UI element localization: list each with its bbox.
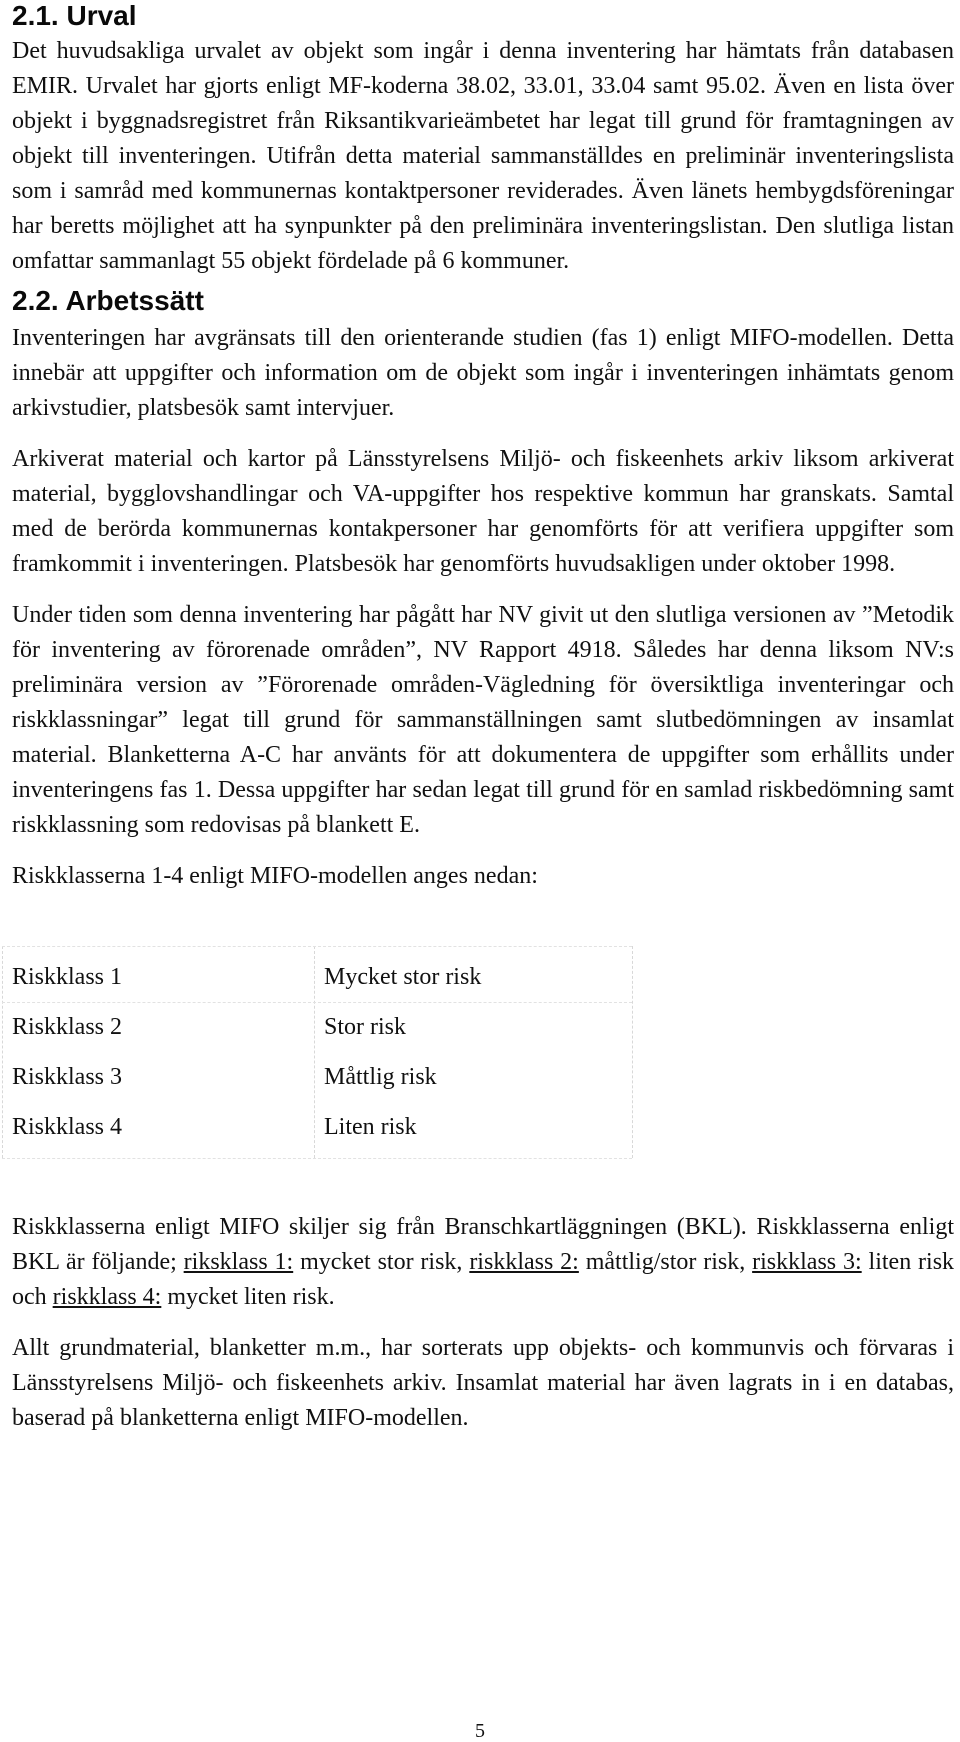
bkl-class-1-label: riksklass 1: <box>183 1249 294 1275</box>
table-row <box>12 1102 712 1152</box>
paragraph-riskklasser-intro: Riskklasserna 1-4 enligt MIFO-modellen anges nedan: <box>12 863 538 889</box>
risk-class-label: Riskklass 1 <box>12 964 123 990</box>
table-border-top <box>2 946 632 947</box>
table-row <box>12 1002 712 1052</box>
risk-class-label: Riskklass 2 <box>12 1014 123 1040</box>
document-page <box>12 0 954 1436</box>
bkl-class-4-label: riskklass 4: <box>52 1284 162 1310</box>
risk-class-description: Stor risk <box>324 1014 407 1040</box>
paragraph-arbetssatt-3: Under tiden som denna inventering har pågått har NV givit ut den slutliga versionen av ”Metodik för inventering av förorenade områden”, NV Rapport 4918. Således har denna liksom NV:s preliminära version av ”Förorenade områden-Vägledning för översiktliga inventeringar och riskklassningar” legat till grund för sammanställningen samt slutbedömningen av insamlat material. Blanketterna A-C har använts för att dokumentera de uppgifter som erhållits under inventeringens fas 1. Dessa uppgifter har sedan legat till grund för en samlad riskbedömning samt riskklassning som redovisas på blankett E. <box>12 602 954 838</box>
paragraph-arbetssatt-1: Inventeringen har avgränsats till den orienterande studien (fas 1) enligt MIFO-modellen. Detta innebär att uppgifter och information om de objekt som ingår i inventeringen inhämtats genom arkivstudier, platsbesök samt intervjuer. <box>12 325 954 421</box>
heading-arbetssatt: 2.2. Arbetssätt <box>12 285 204 316</box>
paragraph-bkl <box>12 1210 954 1315</box>
bkl-intro: Riskklasserna enligt MIFO skiljer sig från Branschkartläggningen (BKL). Riskklasserna enligt BKL är följande; <box>12 1214 954 1275</box>
bkl-class-1-text: mycket stor risk, <box>293 1249 470 1275</box>
bkl-class-3-text: liten risk och <box>12 1249 955 1310</box>
paragraph-urval: Det huvudsakliga urvalet av objekt som ingår i denna inventering har hämtats från databasen EMIR. Urvalet har gjorts enligt MF-koderna 38.02, 33.01, 33.04 samt 95.02. Även en lista över objekt i byggnadsregistret från Riksantikvarieämbetet har legat till grund för framtagningen av objekt till inventeringen. Utifrån detta material sammanställdes en preliminär inventeringslista som i samråd med kommunernas kontaktpersoner reviderades. Även länets hembygdsföreningar har beretts möjlighet att ha synpunkter på den preliminära inventeringslistan. Den slutliga listan omfattar sammanlagt 55 objekt fördelade på 6 kommuner. <box>12 38 954 274</box>
risk-class-description: Liten risk <box>324 1114 417 1140</box>
bkl-class-2-text: måttlig/stor risk, <box>578 1249 753 1275</box>
risk-class-description: Mycket stor risk <box>324 964 482 990</box>
risk-class-description: Måttlig risk <box>324 1064 437 1090</box>
table-row <box>12 1052 712 1102</box>
bkl-class-3-label: riskklass 3: <box>752 1249 862 1275</box>
paragraph-arbetssatt-2: Arkiverat material och kartor på Länsstyrelsens Miljö- och fiskeenhets arkiv liksom arkiverat material, bygglovshandlingar och VA-uppgifter hos respektive kommun har granskats. Samtal med de berörda kommunernas kontakpersoner har genomförts för att verifiera uppgifter som framkommit i inventeringen. Platsbesök har genomförts huvudsakligen under oktober 1998. <box>12 446 954 577</box>
risk-class-table <box>12 952 954 1152</box>
table-row <box>12 952 712 1002</box>
risk-class-label: Riskklass 4 <box>12 1114 123 1140</box>
table-border-left <box>2 946 3 1158</box>
table-border-bottom <box>2 1158 632 1159</box>
bkl-class-4-text: mycket liten risk. <box>161 1284 335 1310</box>
bkl-class-2-label: riskklass 2: <box>469 1249 579 1275</box>
risk-class-label: Riskklass 3 <box>12 1064 123 1090</box>
page-number: 5 <box>475 1720 485 1742</box>
paragraph-grundmaterial: Allt grundmaterial, blanketter m.m., har sorterats upp objekts- och kommunvis och förvaras i Länsstyrelsens Miljö- och fiskeenhets arkiv. Insamlat material har även lagrats in i en databas, baserad på blanketterna enligt MIFO-modellen. <box>12 1335 954 1431</box>
heading-urval: 2.1. Urval <box>12 0 137 31</box>
